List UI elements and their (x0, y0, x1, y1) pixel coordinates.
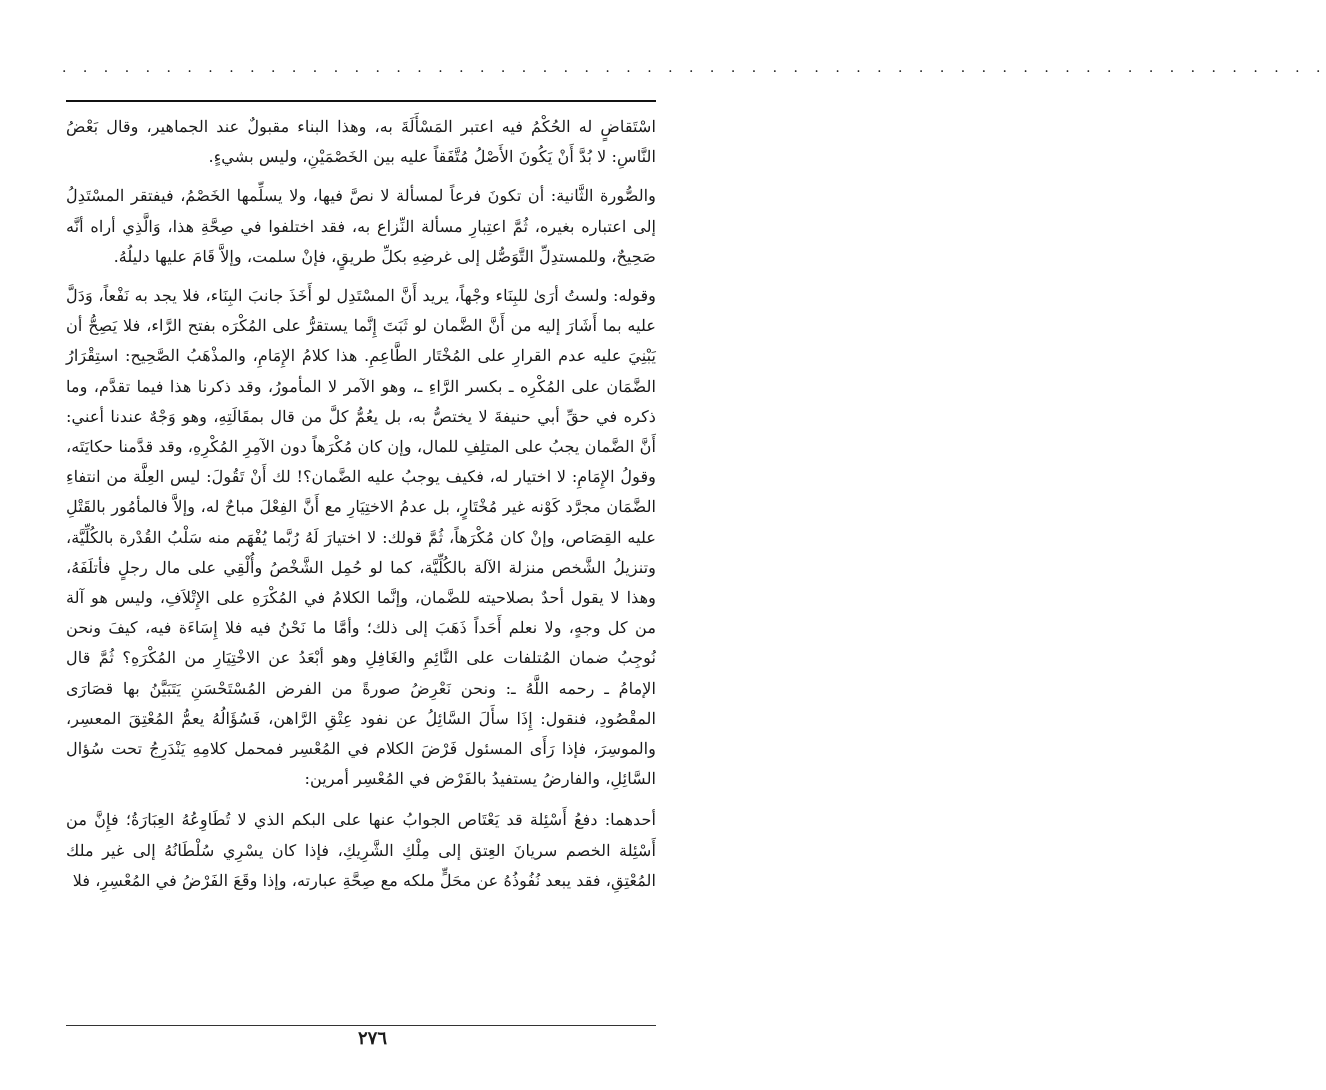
page-body (66, 112, 656, 896)
paragraph-4: أحدهما: دفعُ أَسْئِلة قد يَعْتَاص الجوابُ عنها على البكم الذي لا تُطَاوِعُهُ العِبَارَةُ؛ فإِنَّ من أَسْئِلة الخصم سريانَ العِتق إلى مِلْكِ الشَّرِيكِ، فإذا كان يسْرِي سُلْطَانُهُ إلى غير ملك المُعْتِقِ، فقد يبعد نُفُوذُهُ عن محَلٍّ ملكه مع صِحَّةِ عبارته، وإذا وقَعَ الفَرْضُ في المُعْسِرِ، فلا (66, 810, 656, 890)
page-number: ٢٧٦ (357, 1028, 387, 1049)
paragraph-3: وقوله: ولستُ أرَىٰ للبِنَاء وجْهاً، يريد أَنَّ المسْتَدِل لو أَخَذَ جانبَ البِنَاء، فلا يجد به نَفْعاً، وَدَلَّ عليه بما أَشَارَ إليه من أَنَّ الضَّمان لو ثَبَتَ إِنَّما يستقرُّ على المُكْرَه بفتح الرَّاء، فلا يَصِحُّ أن يَبْنِيَ عليه عدم القرارِ على المُخْتَار الطَّاعِمِ. هذا كلامُ الإِمَامِ، والمذْهَبُ الصَّحِيح: استِقْرَارُ الضَّمَان على المُكْرِه ـ بكسر الرَّاءِ ـ، وهو الآمر لا المأمورُ، وقد ذكرنا هذا فيما تقدَّم، وما ذكره في حقِّ أبي حنيفةَ لا يختصُّ به، بل يعُمُّ كلَّ من قال بمقَالَتِهِ، وهو وَجْهٌ عندنا أعني: أَنَّ الضَّمان يجبُ على المتلِفِ للمال، وإن كان مُكْرَهاً دون الآمِرِ المُكْرِهِ، وقد قدَّمنا حكايَتَه، وقولُ الإِمَامِ: لا اختيار له، فكيف يوجبُ عليه الضَّمان؟! لك أَنْ تَقُولَ: ليس العِلَّة من انتفاءِ الضَّمَان مجرَّد كَوْنه غير مُخْتَارٍ، بل عدمُ الاختِيَارِ مع أَنَّ الفِعْلَ مباحٌ له، وإلاَّ فالمأمُور بالقَتْلِ عليه القِصَاص، وإنْ كان مُكْرَهاً، ثُمَّ قولك: لا اختيارَ لَهُ رُبَّما يُفْهَم منه سَلْبُ القُدْرة بالكُلِّيَّة، وتنزيلُ الشَّخص منزلة الآلة بالكُلِّيَّة، كما لو حُمِل الشَّخْصُ وأُلْقِي على مال رجلٍ فأتلَفَهُ، وهذا لا يقول أحدٌ بصلاحيته للضَّمان، وإنَّما الكلامُ في المُكْرَهِ على الإِتْلاَفِ، وليس هو آلة من كل وجهٍ، ولا نعلم أَحَداً ذَهَبَ إلى ذلك؛ وأمَّا ما نَحْنُ فيه فلا إِسَاءَة فيه، كيفَ ونحن نُوجِبُ ضمان المُتلفات على النَّائِمِ والغَافِلِ وهو أبْعَدُ عن الاخْتِيَارِ من المُكْرَهِ؟ ثُمَّ قال الإمامُ ـ رحمه اللَّهُ ـ: ونحن نَعْرِضُ صورةً من الفرض المُسْتَحْسَنِ يَتَبَيَّنُ بها قصَارَى المقْصُودِ، فنقول: إِذَا سأَلَ السَّائِلُ عن نفود عِتْقِ الرَّاهن، فَسُؤَالُهُ يعمُّ المُعْتِقَ المعسِر، والموسِرَ، فإذا رَأَى المسئول فَرْضَ الكلام في المُعْسِر فمحمل كلامِهِ يَنْدَرِجُ تحت سُؤال السَّائِلِ، والفارضُ يستفيدُ بالفَرْض في المُعْسِر أمرين: (66, 286, 656, 789)
header-rule (66, 100, 656, 102)
paragraph-2: والصُّورة الثَّانية: أن تكونَ فرعاً لمسألة لا نصَّ فيها، ولا يسلِّمها الخَصْمُ، فيفتقر المسْتَدِلُ إلى اعتباره بغيره، ثُمَّ اعتِبارِ مسألة النِّزاع به، فقد اختلفوا في صِحَّةِ هذا، وَالَّذِي أراه أنَّه صَحِيحٌ، وللمستدِلِّ التَّوَصُّل إلى غرضِهِ بكلِّ طريقٍ، فإنْ سلمت، وإلاَّ قَامَ عليها دليلُهُ. (66, 186, 656, 266)
header-dotted-line: · · · · · · · · · · · · · · · · · · · · · · · · · · · · · · · · · · · · · · · · · · · · · · · · · · · · · · · · · · · · · (62, 64, 1326, 80)
paragraph-1: اسْتَقاضٍ له الحُكْمُ فيه اعتبر المَسْأَلَةَ به، وهذا البناء مقبولٌ عند الجماهير، وقال بَعْضُ النَّاسِ: لا بُدَّ أَنْ يَكُونَ الأَصْلُ مُتَّفَقاً عليه بين الخَصْمَيْنِ، وليس بشيءٍ. (66, 117, 656, 167)
footer-rule (66, 1025, 656, 1026)
